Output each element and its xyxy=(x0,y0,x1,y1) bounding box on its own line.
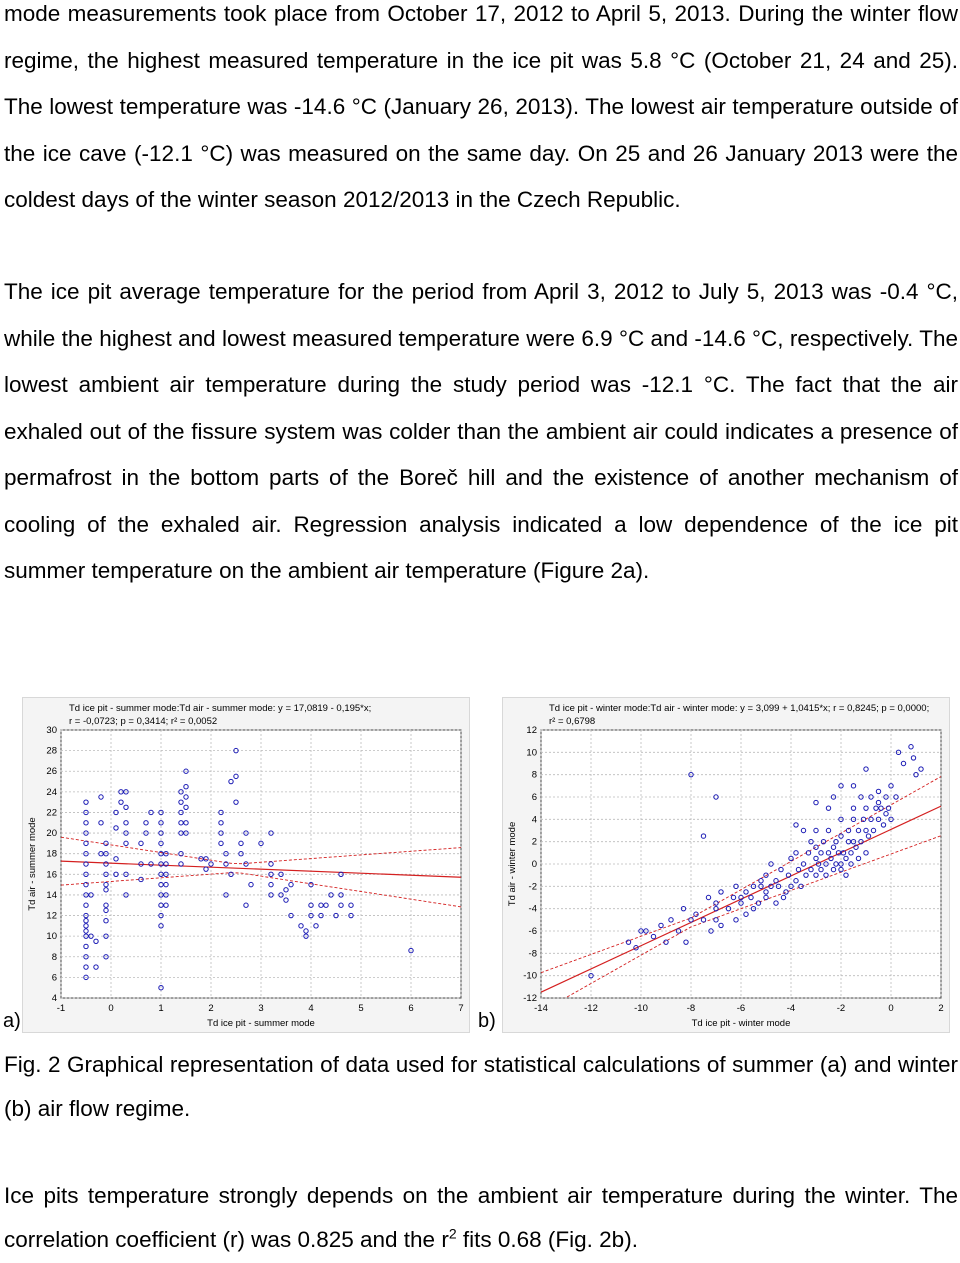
y-tick-label: 14 xyxy=(46,889,57,901)
y-axis-label: Td air - winter mode xyxy=(507,821,518,907)
y-tick-label: 22 xyxy=(46,807,57,819)
superscript-2: 2 xyxy=(448,1225,457,1242)
x-tick-label: -12 xyxy=(584,1003,598,1014)
y-tick-label: -8 xyxy=(528,948,537,960)
paragraph-1: mode measurements took place from October 17, 2012 to April 5, 2013. During the winter flow regime, the highest measured temperature in the ice pit was 5.8 °C (October 21, 24 and 25). The lowest temperature was -14.6 °C (January 26, 2013). The lowest air temperature outside of the ice cave (-12.1 °C) was measured on the same day. On 25 and 26 January 2013 were the coldest days of the winter season 2012/2013 in the Czech Republic. xyxy=(4,1,958,212)
x-tick-label: 0 xyxy=(108,1003,114,1014)
y-tick-label: 12 xyxy=(526,725,537,736)
x-tick-label: 5 xyxy=(358,1003,364,1014)
y-tick-label: 2 xyxy=(531,836,537,848)
x-tick-label: -4 xyxy=(786,1003,796,1014)
y-tick-label: 4 xyxy=(531,814,537,826)
y-tick-label: 8 xyxy=(51,951,57,963)
y-tick-label: 16 xyxy=(46,869,57,881)
y-axis-label: Td air - summer mode xyxy=(27,817,38,911)
y-tick-label: -6 xyxy=(528,926,537,937)
x-tick-label: -6 xyxy=(736,1003,746,1014)
y-tick-label: -10 xyxy=(523,970,537,982)
y-tick-label: 30 xyxy=(46,725,57,736)
paragraph-3-text: Ice pits temperature strongly depends on the ambient air temperature during the winter. The correlation coefficient (r) was 0.825 and the r xyxy=(4,1183,958,1252)
chart-title-line-2: r = -0,0723; p = 0,3414; r² = 0,0052 xyxy=(69,716,218,727)
x-tick-label: -14 xyxy=(534,1003,548,1014)
y-tick-label: -12 xyxy=(523,993,537,1004)
x-tick-label: 0 xyxy=(888,1003,894,1014)
x-tick-label: 3 xyxy=(258,1003,264,1014)
paragraph-3-text-end: fits 0.68 (Fig. 2b). xyxy=(456,1227,638,1252)
y-tick-label: 28 xyxy=(46,745,57,757)
y-tick-label: 10 xyxy=(46,931,57,943)
x-axis-label: Td ice pit - winter mode xyxy=(691,1018,791,1029)
y-tick-label: 12 xyxy=(46,910,57,922)
y-tick-label: 6 xyxy=(51,972,57,984)
scatter-plot-winter xyxy=(503,698,949,1032)
x-tick-label: 6 xyxy=(408,1003,414,1014)
y-tick-label: 6 xyxy=(531,792,537,803)
x-axis-label: Td ice pit - summer mode xyxy=(207,1018,315,1029)
figure-2b-winter-scatter xyxy=(502,697,950,1033)
panel-label-b: b) xyxy=(478,1010,496,1032)
chart-title-line-2: r² = 0,6798 xyxy=(549,716,596,727)
y-tick-label: 10 xyxy=(526,747,537,759)
x-tick-label: -8 xyxy=(686,1003,696,1014)
paragraph-3 xyxy=(4,1174,958,1262)
y-tick-label: 20 xyxy=(46,828,57,840)
y-tick-label: 8 xyxy=(531,769,537,781)
x-tick-label: 1 xyxy=(158,1003,164,1014)
y-tick-label: 0 xyxy=(531,859,537,870)
x-tick-label: 2 xyxy=(938,1003,944,1014)
y-tick-label: 26 xyxy=(46,766,57,778)
figure-caption: Fig. 2 Graphical representation of data used for statistical calculations of summer (a) and winter (b) air flow regime. xyxy=(4,1052,958,1121)
x-tick-label: 4 xyxy=(308,1003,314,1014)
paragraph-2: The ice pit average temperature for the period from April 3, 2012 to July 5, 2013 was -0.4 °C, while the highest and lowest measured temperature were 6.9 °C and -14.6 °C, respectively. The lowest ambient air temperature during the study period was -12.1 °C. The fact that the air exhaled out of the fissure system was colder than the ambient air could indicates a presence of permafrost in the bottom parts of the Boreč hill and the existence of another mechanism of cooling of the exhaled air. Regression analysis indicated a low dependence of the ice pit summer temperature on the ambient air temperature (Figure 2a). xyxy=(4,279,958,583)
panel-label-a: a) xyxy=(3,1010,21,1032)
chart-title-line-1: Td ice pit - summer mode:Td air - summer mode: y = 17,0819 - 0,195*x; xyxy=(69,703,372,714)
y-tick-label: 18 xyxy=(46,848,57,860)
y-tick-label: 24 xyxy=(46,786,57,798)
x-tick-label: -2 xyxy=(836,1003,846,1014)
x-tick-label: -1 xyxy=(56,1003,66,1014)
y-tick-label: -4 xyxy=(528,903,537,915)
scatter-plot-summer xyxy=(23,698,469,1032)
x-tick-label: -10 xyxy=(634,1003,648,1014)
y-tick-label: 4 xyxy=(51,993,57,1004)
chart-title-line-1: Td ice pit - winter mode:Td air - winter mode: y = 3,099 + 1,0415*x; r = 0,8245; p = 0,0000; xyxy=(549,703,930,714)
figure-2a-summer-scatter xyxy=(22,697,470,1033)
x-tick-label: 7 xyxy=(458,1003,464,1014)
y-tick-label: -2 xyxy=(528,881,537,893)
x-tick-label: 2 xyxy=(208,1003,214,1014)
